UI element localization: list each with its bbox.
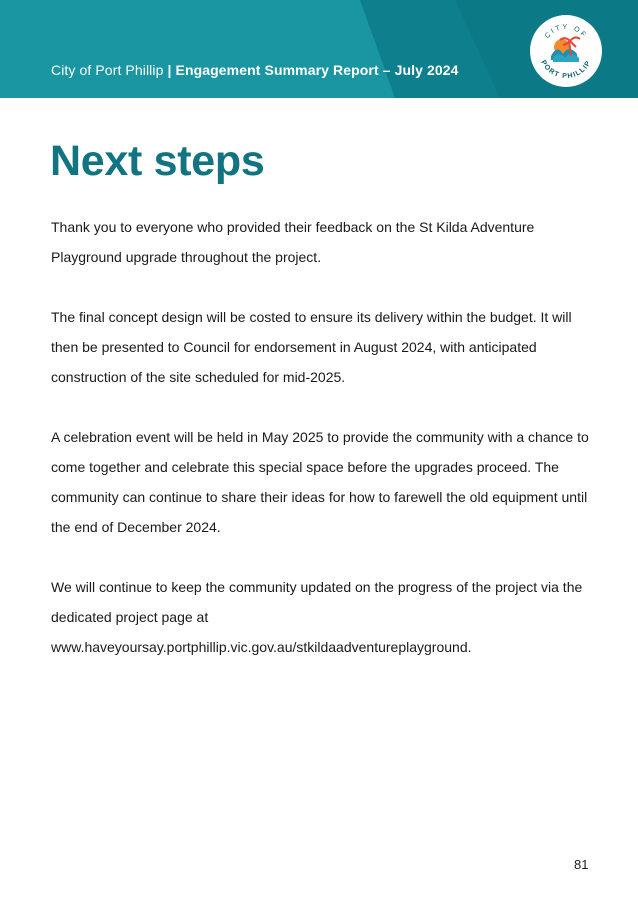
header-separator: | — [167, 62, 172, 78]
paragraph-celebration-event: A celebration event will be held in May 2025 to provide the community with a chance to come together and celebrate this special space before the upgrades proceed. The community can continue to share their ideas for how to farewell the old equipment until the end of December 2024. — [51, 429, 589, 535]
logo-text-bottom: PORT PHILLIP — [539, 59, 593, 81]
paragraph-concept-design: The final concept design will be costed to ensure its delivery within the budget. It will then be presented to Council for endorsement in August 2024, with anticipated construction of the site scheduled for mid-2025. — [51, 309, 572, 385]
header-report-title: Engagement Summary Report – July 2024 — [175, 62, 459, 78]
page-number: 81 — [574, 857, 589, 872]
logo-text-top: CITY OF — [543, 23, 589, 40]
paragraph-updates: We will continue to keep the community updated on the progress of the project via the dedicated project page at www.haveyoursay.portphillip.vic.gov.au/stkildaadventureplayground. — [51, 579, 583, 655]
page-title: Next steps — [50, 137, 265, 185]
paragraph-thanks: Thank you to everyone who provided their feedback on the St Kilda Adventure Playground upgrade throughout the project. — [51, 219, 535, 265]
header-band — [0, 0, 638, 98]
header-title — [51, 62, 459, 78]
body-text — [51, 212, 596, 692]
city-of-port-phillip-logo — [529, 14, 603, 88]
header-org-name: City of Port Phillip — [51, 62, 164, 78]
